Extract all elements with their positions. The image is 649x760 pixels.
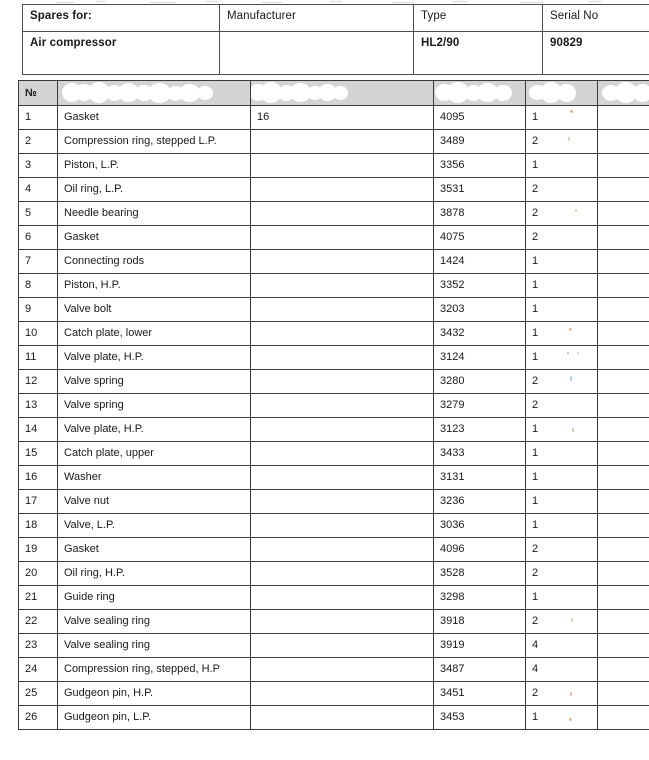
cell-no: 8 bbox=[19, 274, 58, 298]
cell-quantity: 2 bbox=[526, 370, 598, 394]
cell-description: Gasket bbox=[58, 106, 251, 130]
cell-quantity: 2 bbox=[526, 394, 598, 418]
cell-quantity: 1 bbox=[526, 322, 598, 346]
table-row bbox=[19, 706, 649, 730]
cell-extra bbox=[251, 514, 434, 538]
cell-quantity: 1 bbox=[526, 490, 598, 514]
info-value-row bbox=[23, 32, 649, 75]
info-header-manufacturer: Manufacturer bbox=[220, 5, 414, 32]
cell-last bbox=[598, 370, 649, 394]
cell-description: Washer bbox=[58, 466, 251, 490]
cell-part-no: 3432 bbox=[434, 322, 526, 346]
cell-part-no: 3531 bbox=[434, 178, 526, 202]
equipment-info-table bbox=[22, 4, 649, 75]
cell-last bbox=[598, 418, 649, 442]
cell-last bbox=[598, 106, 649, 130]
cell-description: Valve plate, H.P. bbox=[58, 346, 251, 370]
cell-no: 2 bbox=[19, 130, 58, 154]
column-header-last bbox=[598, 81, 649, 106]
cell-no: 25 bbox=[19, 682, 58, 706]
column-header-quantity bbox=[526, 81, 598, 106]
cell-part-no: 3236 bbox=[434, 490, 526, 514]
cell-part-no: 3036 bbox=[434, 514, 526, 538]
cell-quantity: 1 bbox=[526, 250, 598, 274]
cell-extra bbox=[251, 562, 434, 586]
cell-extra bbox=[251, 250, 434, 274]
cell-description: Valve sealing ring bbox=[58, 610, 251, 634]
cell-last bbox=[598, 322, 649, 346]
cell-no: 20 bbox=[19, 562, 58, 586]
cell-description: Valve, L.P. bbox=[58, 514, 251, 538]
cell-description: Compression ring, stepped L.P. bbox=[58, 130, 251, 154]
table-row bbox=[19, 298, 649, 322]
cell-quantity: 1 bbox=[526, 274, 598, 298]
cell-last bbox=[598, 490, 649, 514]
cell-last bbox=[598, 658, 649, 682]
table-row bbox=[19, 154, 649, 178]
cell-no: 10 bbox=[19, 322, 58, 346]
cell-part-no: 3487 bbox=[434, 658, 526, 682]
cell-last bbox=[598, 178, 649, 202]
redaction-blob-extra bbox=[251, 81, 433, 105]
table-row bbox=[19, 178, 649, 202]
cell-part-no: 3919 bbox=[434, 634, 526, 658]
table-row bbox=[19, 322, 649, 346]
table-row bbox=[19, 202, 649, 226]
cell-last bbox=[598, 706, 649, 730]
cell-extra bbox=[251, 442, 434, 466]
cell-description: Valve nut bbox=[58, 490, 251, 514]
cell-quantity: 2 bbox=[526, 178, 598, 202]
cell-no: 24 bbox=[19, 658, 58, 682]
cell-extra bbox=[251, 490, 434, 514]
cell-last bbox=[598, 634, 649, 658]
table-row bbox=[19, 394, 649, 418]
cell-no: 11 bbox=[19, 346, 58, 370]
cell-quantity: 2 bbox=[526, 130, 598, 154]
cell-quantity: 1 bbox=[526, 298, 598, 322]
cell-extra bbox=[251, 682, 434, 706]
cell-extra: 16 bbox=[251, 106, 434, 130]
cell-quantity: 1 bbox=[526, 442, 598, 466]
redaction-blob-quantity bbox=[526, 81, 597, 105]
info-header-spares-for: Spares for: bbox=[23, 5, 220, 32]
cell-extra bbox=[251, 130, 434, 154]
redaction-blob-last bbox=[598, 81, 649, 105]
cell-last bbox=[598, 562, 649, 586]
parts-header-row bbox=[19, 81, 649, 106]
table-row bbox=[19, 106, 649, 130]
cell-part-no: 3279 bbox=[434, 394, 526, 418]
info-value-spares-for: Air compressor bbox=[23, 32, 220, 75]
cell-last bbox=[598, 202, 649, 226]
cell-no: 26 bbox=[19, 706, 58, 730]
column-header-no: № bbox=[19, 81, 58, 106]
cell-no: 18 bbox=[19, 514, 58, 538]
cell-description: Valve spring bbox=[58, 394, 251, 418]
cell-last bbox=[598, 394, 649, 418]
table-row bbox=[19, 466, 649, 490]
cell-extra bbox=[251, 202, 434, 226]
cell-extra bbox=[251, 178, 434, 202]
cell-extra bbox=[251, 370, 434, 394]
cell-no: 17 bbox=[19, 490, 58, 514]
table-row bbox=[19, 538, 649, 562]
cell-last bbox=[598, 514, 649, 538]
cell-extra bbox=[251, 538, 434, 562]
cell-extra bbox=[251, 298, 434, 322]
cell-extra bbox=[251, 658, 434, 682]
column-header-extra bbox=[251, 81, 434, 106]
cell-description: Gudgeon pin, L.P. bbox=[58, 706, 251, 730]
cell-no: 9 bbox=[19, 298, 58, 322]
cell-extra bbox=[251, 466, 434, 490]
cell-last bbox=[598, 586, 649, 610]
cell-quantity: 4 bbox=[526, 658, 598, 682]
cell-part-no: 3433 bbox=[434, 442, 526, 466]
cell-no: 3 bbox=[19, 154, 58, 178]
cell-no: 1 bbox=[19, 106, 58, 130]
cell-description: Connecting rods bbox=[58, 250, 251, 274]
cell-last bbox=[598, 466, 649, 490]
cell-part-no: 3528 bbox=[434, 562, 526, 586]
cell-last bbox=[598, 442, 649, 466]
table-row bbox=[19, 442, 649, 466]
cell-description: Gudgeon pin, H.P. bbox=[58, 682, 251, 706]
cell-part-no: 4075 bbox=[434, 226, 526, 250]
cell-quantity: 2 bbox=[526, 202, 598, 226]
cell-quantity: 1 bbox=[526, 346, 598, 370]
cell-description: Gasket bbox=[58, 538, 251, 562]
table-row bbox=[19, 370, 649, 394]
cell-part-no: 4096 bbox=[434, 538, 526, 562]
cell-last bbox=[598, 250, 649, 274]
cell-quantity: 1 bbox=[526, 586, 598, 610]
cell-quantity: 2 bbox=[526, 610, 598, 634]
cell-no: 7 bbox=[19, 250, 58, 274]
cell-no: 5 bbox=[19, 202, 58, 226]
table-row bbox=[19, 250, 649, 274]
cell-part-no: 1424 bbox=[434, 250, 526, 274]
cell-quantity: 1 bbox=[526, 466, 598, 490]
table-row bbox=[19, 490, 649, 514]
cell-last bbox=[598, 538, 649, 562]
cell-part-no: 3298 bbox=[434, 586, 526, 610]
cell-last bbox=[598, 346, 649, 370]
cell-description: Needle bearing bbox=[58, 202, 251, 226]
cell-last bbox=[598, 130, 649, 154]
cell-description: Valve sealing ring bbox=[58, 634, 251, 658]
cell-no: 19 bbox=[19, 538, 58, 562]
cell-last bbox=[598, 274, 649, 298]
cell-description: Valve bolt bbox=[58, 298, 251, 322]
cell-part-no: 3489 bbox=[434, 130, 526, 154]
cell-description: Oil ring, L.P. bbox=[58, 178, 251, 202]
cell-description: Valve spring bbox=[58, 370, 251, 394]
cell-description: Valve plate, H.P. bbox=[58, 418, 251, 442]
redaction-blob-description bbox=[58, 81, 250, 105]
cell-extra bbox=[251, 346, 434, 370]
cell-part-no: 3453 bbox=[434, 706, 526, 730]
table-row bbox=[19, 418, 649, 442]
cell-no: 15 bbox=[19, 442, 58, 466]
cell-extra bbox=[251, 322, 434, 346]
cell-no: 21 bbox=[19, 586, 58, 610]
cell-description: Piston, H.P. bbox=[58, 274, 251, 298]
info-header-row bbox=[23, 5, 649, 32]
cell-no: 23 bbox=[19, 634, 58, 658]
cell-last bbox=[598, 298, 649, 322]
cell-quantity: 2 bbox=[526, 682, 598, 706]
cell-last bbox=[598, 154, 649, 178]
cell-quantity: 1 bbox=[526, 706, 598, 730]
cell-description: Gasket bbox=[58, 226, 251, 250]
cell-last bbox=[598, 682, 649, 706]
cell-quantity: 1 bbox=[526, 418, 598, 442]
info-value-type: HL2/90 bbox=[414, 32, 543, 75]
table-row bbox=[19, 634, 649, 658]
info-header-type: Type bbox=[414, 5, 543, 32]
cell-description: Catch plate, upper bbox=[58, 442, 251, 466]
info-value-manufacturer bbox=[220, 32, 414, 75]
cell-part-no: 3878 bbox=[434, 202, 526, 226]
cell-part-no: 3131 bbox=[434, 466, 526, 490]
info-header-serial-no: Serial No bbox=[543, 5, 649, 32]
cell-no: 16 bbox=[19, 466, 58, 490]
cell-part-no: 3918 bbox=[434, 610, 526, 634]
cell-extra bbox=[251, 274, 434, 298]
cell-description: Compression ring, stepped, H.P bbox=[58, 658, 251, 682]
parts-list-table bbox=[18, 80, 649, 730]
cell-extra bbox=[251, 706, 434, 730]
redaction-blob-part-no bbox=[434, 81, 525, 105]
cell-no: 4 bbox=[19, 178, 58, 202]
cell-part-no: 3356 bbox=[434, 154, 526, 178]
cell-last bbox=[598, 610, 649, 634]
table-row bbox=[19, 130, 649, 154]
table-row bbox=[19, 274, 649, 298]
table-row bbox=[19, 610, 649, 634]
cell-extra bbox=[251, 418, 434, 442]
table-row bbox=[19, 346, 649, 370]
cell-part-no: 3203 bbox=[434, 298, 526, 322]
column-header-description bbox=[58, 81, 251, 106]
table-row bbox=[19, 586, 649, 610]
cell-no: 22 bbox=[19, 610, 58, 634]
cell-extra bbox=[251, 154, 434, 178]
cell-part-no: 3123 bbox=[434, 418, 526, 442]
parts-table-body bbox=[19, 106, 649, 730]
cell-quantity: 4 bbox=[526, 634, 598, 658]
cell-no: 12 bbox=[19, 370, 58, 394]
cell-extra bbox=[251, 226, 434, 250]
cell-no: 13 bbox=[19, 394, 58, 418]
cell-description: Piston, L.P. bbox=[58, 154, 251, 178]
cell-quantity: 2 bbox=[526, 226, 598, 250]
cell-part-no: 4095 bbox=[434, 106, 526, 130]
table-row bbox=[19, 562, 649, 586]
table-row bbox=[19, 226, 649, 250]
cell-part-no: 3352 bbox=[434, 274, 526, 298]
cell-extra bbox=[251, 610, 434, 634]
cell-last bbox=[598, 226, 649, 250]
cell-quantity: 1 bbox=[526, 154, 598, 178]
cell-no: 6 bbox=[19, 226, 58, 250]
cell-description: Guide ring bbox=[58, 586, 251, 610]
table-row bbox=[19, 682, 649, 706]
cell-part-no: 3451 bbox=[434, 682, 526, 706]
cell-extra bbox=[251, 394, 434, 418]
cell-quantity: 2 bbox=[526, 562, 598, 586]
table-row bbox=[19, 514, 649, 538]
cell-quantity: 1 bbox=[526, 514, 598, 538]
cell-description: Catch plate, lower bbox=[58, 322, 251, 346]
cell-part-no: 3124 bbox=[434, 346, 526, 370]
cell-quantity: 1 bbox=[526, 106, 598, 130]
cell-description: Oil ring, H.P. bbox=[58, 562, 251, 586]
column-header-part-no bbox=[434, 81, 526, 106]
cell-no: 14 bbox=[19, 418, 58, 442]
cell-extra bbox=[251, 586, 434, 610]
cell-part-no: 3280 bbox=[434, 370, 526, 394]
cell-quantity: 2 bbox=[526, 538, 598, 562]
cell-extra bbox=[251, 634, 434, 658]
table-row bbox=[19, 658, 649, 682]
info-value-serial-no: 90829 bbox=[543, 32, 649, 75]
